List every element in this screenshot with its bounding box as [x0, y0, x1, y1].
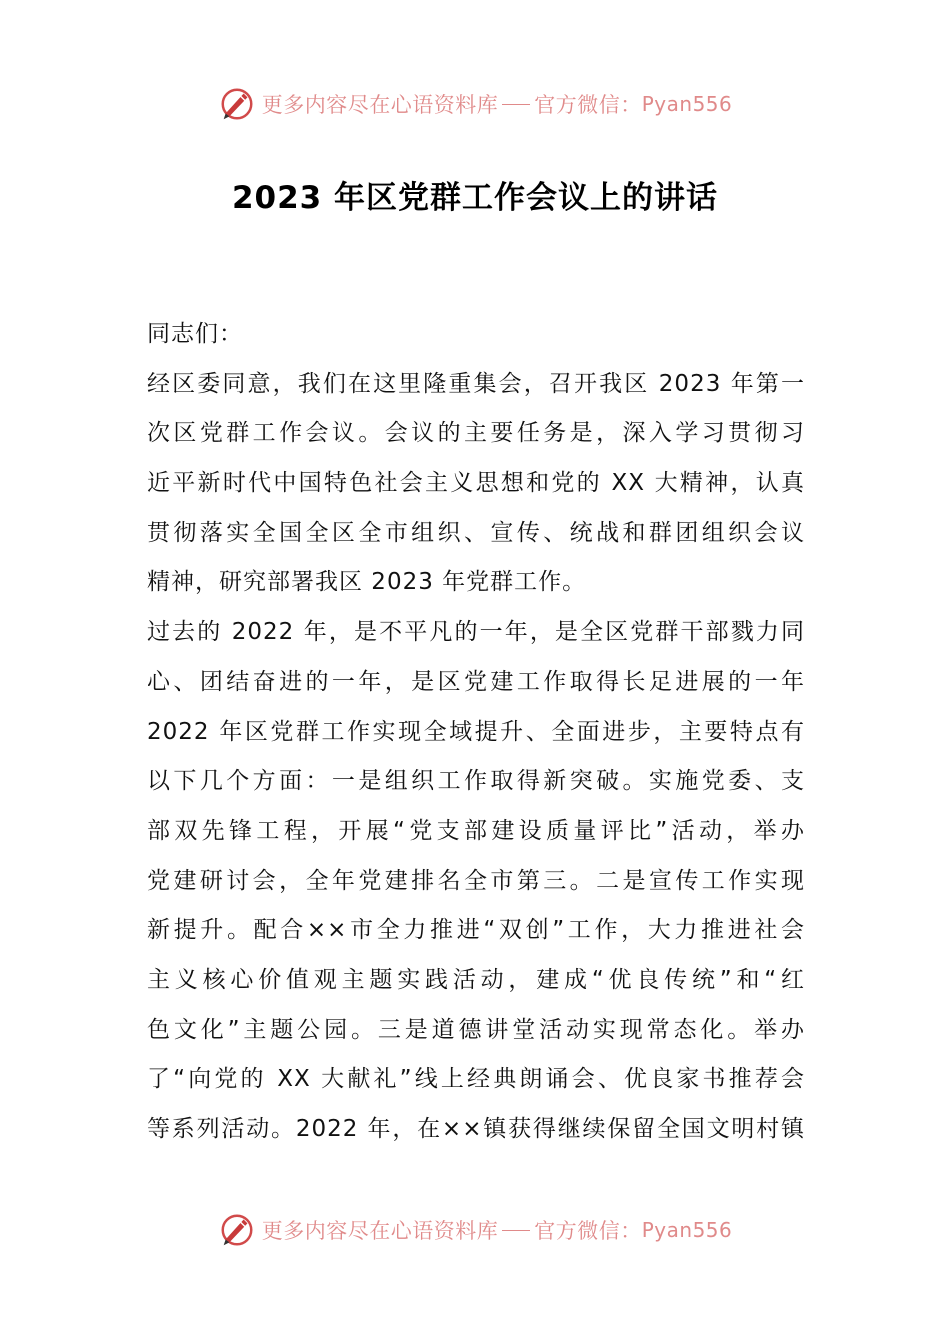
watermark-text: 更多内容尽在心语资料库 — [261, 93, 499, 117]
watermark-wechat-id: Pyan556 — [641, 1218, 733, 1242]
watermark-text: 更多内容尽在心语资料库 — [261, 1219, 499, 1243]
text-line: 新提升。配合××市全力推进“双创”工作，大力推进社会 — [147, 917, 805, 944]
text-line: 经区委同意，我们在这里隆重集会，召开我区 2023 年第一 — [147, 370, 805, 397]
watermark-wechat-id: Pyan556 — [641, 92, 733, 116]
text-line: 以下几个方面：一是组织工作取得新突破。实施党委、支 — [147, 768, 805, 795]
text-line: 主义核心价值观主题实践活动，建成“优良传统”和“红 — [147, 966, 805, 993]
text-line: 了“向党的 XX 大献礼”线上经典朗诵会、优良家书推荐会 — [147, 1066, 805, 1093]
text-line: 2022 年区党群工作实现全域提升、全面进步，主要特点有 — [147, 718, 805, 745]
text-line: 部双先锋工程，开展“党支部建设质量评比”活动，举办 — [147, 817, 805, 844]
watermark-label: 官方微信： — [534, 93, 642, 117]
text-line: 色文化”主题公园。三是道德讲堂活动实现常态化。举办 — [147, 1016, 805, 1043]
document-body — [147, 310, 805, 1155]
watermark-label: 官方微信： — [534, 1219, 642, 1243]
pen-logo-icon — [218, 85, 256, 123]
text-line: 心、团结奋进的一年，是区党建工作取得长足进展的一年 — [147, 668, 805, 695]
pen-logo-icon — [218, 1211, 256, 1249]
text-line: 精神，研究部署我区 2023 年党群工作。 — [147, 569, 587, 596]
text-line: 贯彻落实全国全区全市组织、宣传、统战和群团组织会议 — [147, 519, 805, 546]
watermark-dash — [502, 104, 530, 105]
text-line: 近平新时代中国特色社会主义思想和党的 XX 大精神，认真 — [147, 470, 805, 497]
text-line: 过去的 2022 年，是不平凡的一年，是全区党群干部戮力同 — [147, 619, 805, 646]
text-line: 党建研讨会，全年党建排名全市第三。二是宣传工作实现 — [147, 867, 805, 894]
watermark-dash — [502, 1230, 530, 1231]
header-watermark — [0, 82, 950, 126]
text-line: 次区党群工作会议。会议的主要任务是，深入学习贯彻习 — [147, 420, 805, 447]
text-line: 等系列活动。2022 年，在××镇获得继续保留全国文明村镇 — [147, 1116, 805, 1142]
document-title: 2023 年区党群工作会议上的讲话 — [231, 180, 719, 216]
text-line: 同志们： — [147, 321, 243, 347]
footer-watermark — [0, 1208, 950, 1252]
